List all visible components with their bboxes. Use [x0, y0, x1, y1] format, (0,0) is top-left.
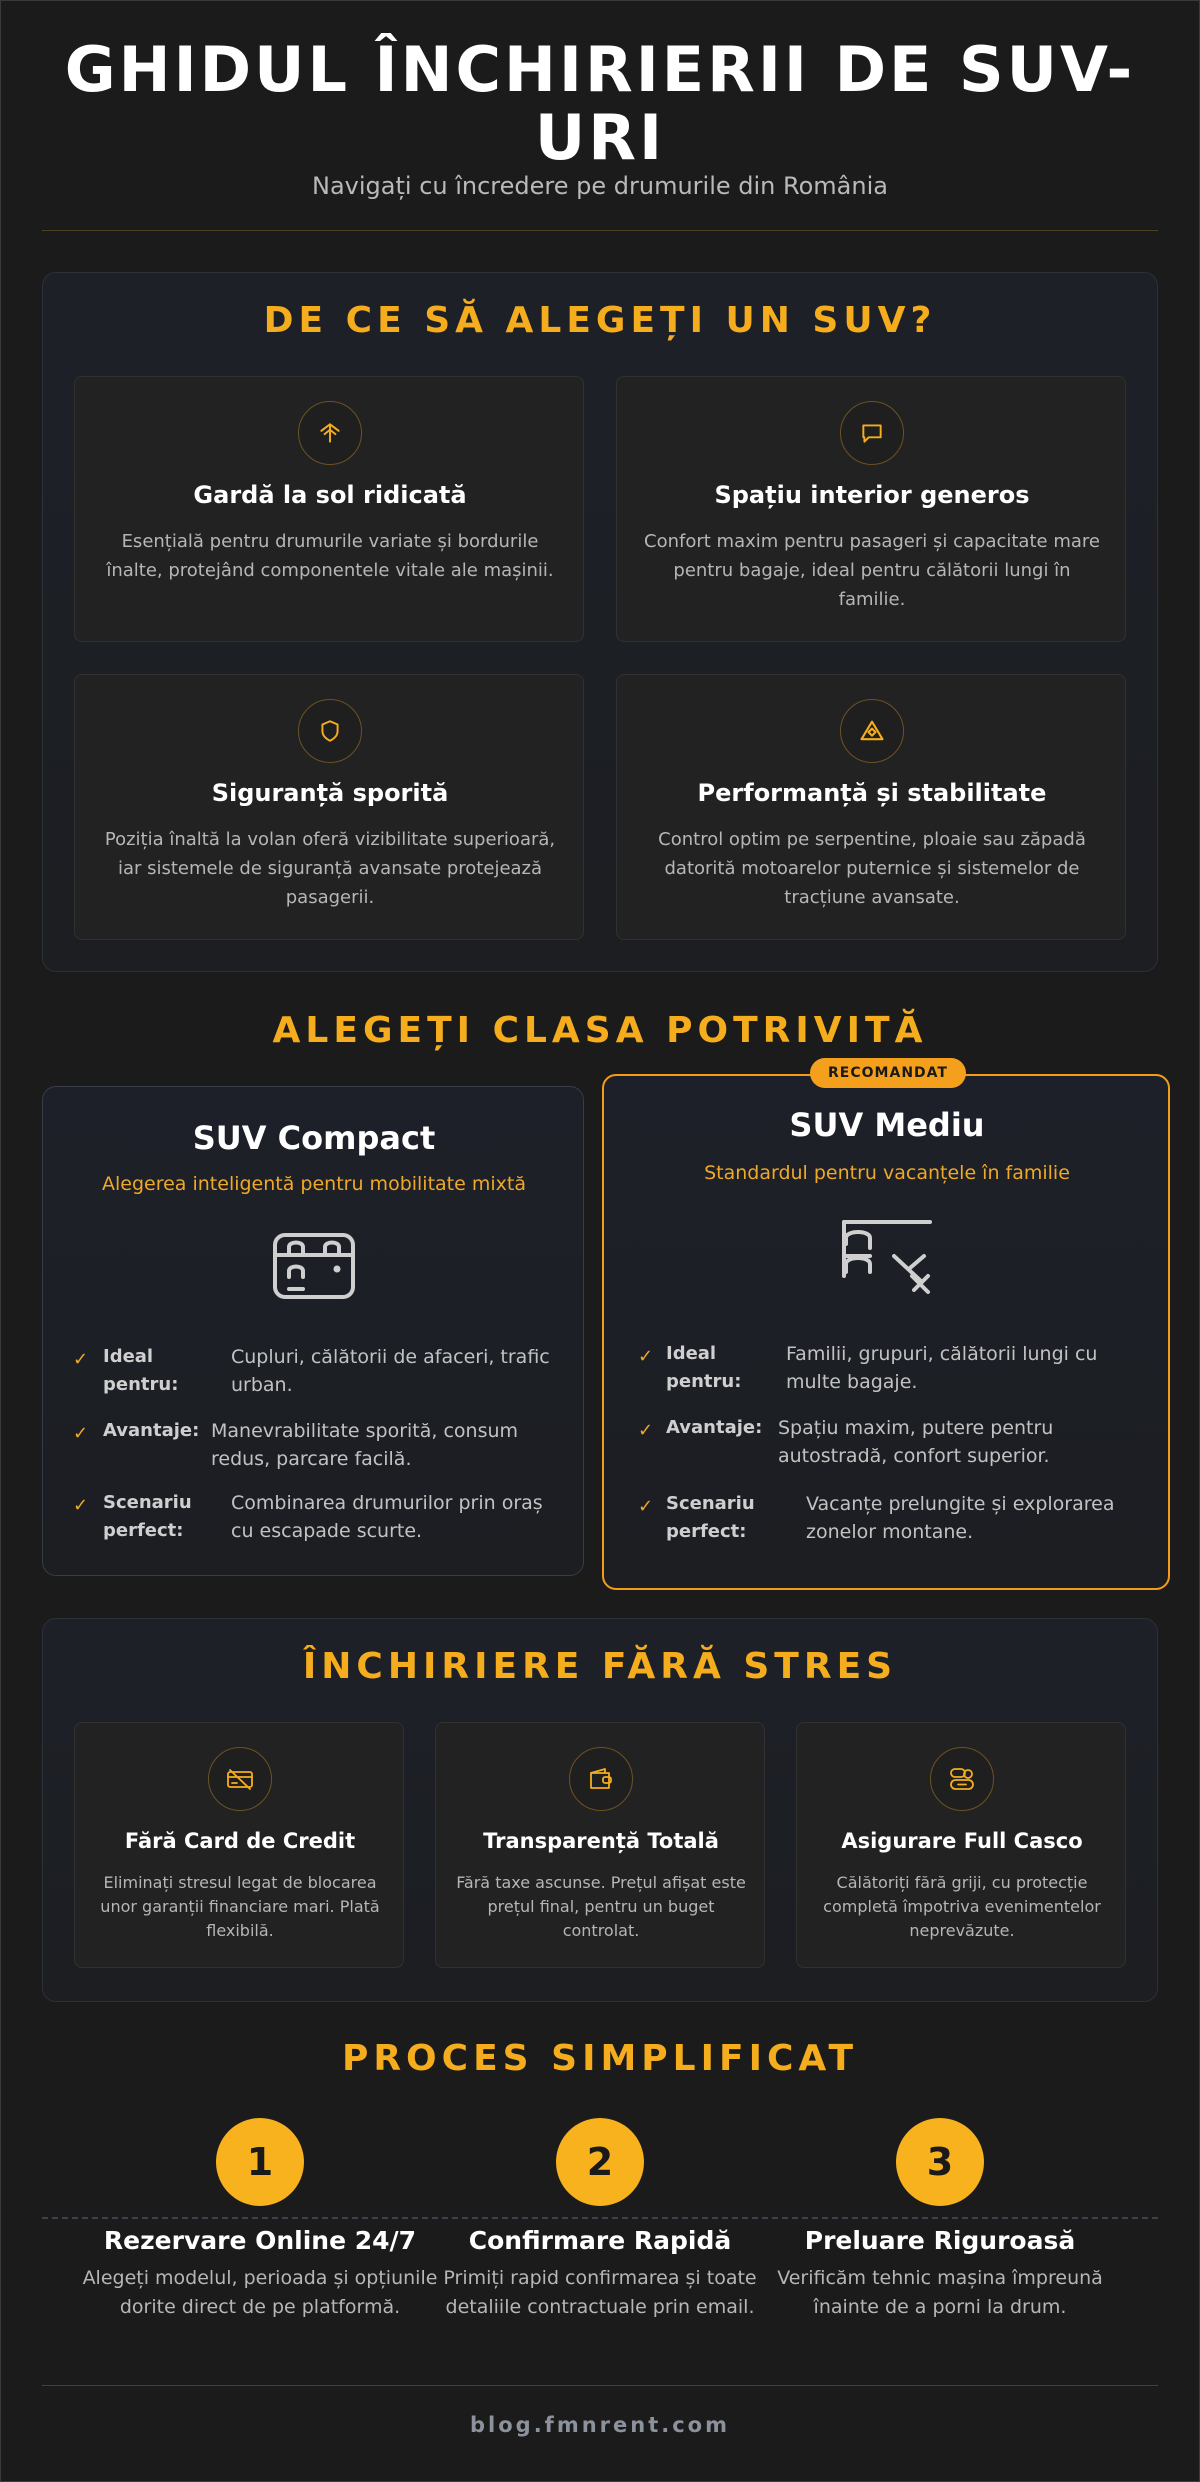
- feature-key: Avantaje:: [103, 1420, 200, 1441]
- header-divider: [42, 230, 1158, 231]
- check-icon: ✓: [73, 1495, 89, 1516]
- wallet-icon: [569, 1747, 633, 1811]
- why-card-title: Spațiu interior generos: [714, 481, 1030, 509]
- check-icon: ✓: [638, 1420, 654, 1441]
- check-icon: ✓: [638, 1496, 654, 1517]
- recommended-badge: RECOMANDAT: [810, 1058, 966, 1088]
- footer-divider: [42, 2385, 1158, 2386]
- step-text: Alegeți modelul, perioada și opțiunile dorite direct de pe platformă.: [82, 2267, 438, 2318]
- step-text: Verificăm tehnic mașina împreună înainte de a porni la drum.: [777, 2267, 1103, 2318]
- feature-key: Scenariu perfect:: [666, 1493, 755, 1542]
- mountain-icon: [840, 699, 904, 763]
- arrow-up-icon: [298, 401, 362, 465]
- feature-key: Ideal pentru:: [666, 1343, 742, 1392]
- why-card-performance: [616, 674, 1126, 940]
- service-title: Asigurare Full Casco: [841, 1829, 1083, 1853]
- page-title: GHIDUL ÎNCHIRIERII DE SUV-URI: [64, 33, 1136, 174]
- step-number: 1: [216, 2118, 304, 2206]
- feature-key: Avantaje:: [666, 1417, 763, 1438]
- service-title: Fără Card de Credit: [124, 1829, 356, 1853]
- services-title: ÎNCHIRIERE FĂRĂ STRES: [302, 1646, 898, 1687]
- feature-value: Manevrabilitate sporită, consum redus, parcare facilă.: [211, 1420, 519, 1470]
- class-card-medium[interactable]: [602, 1065, 1170, 1590]
- why-card-ground-clearance: [74, 376, 584, 642]
- feature-value: Combinarea drumurilor prin oraș cu escapade scurte.: [231, 1492, 543, 1542]
- process-timeline: [42, 2217, 1158, 2219]
- service-title: Transparență Totală: [483, 1829, 719, 1853]
- service-card-no-credit: [74, 1722, 404, 1968]
- luggage-icon: [269, 1225, 359, 1305]
- step-title: Rezervare Online 24/7: [103, 2226, 417, 2255]
- feature-value: Cupluri, călătorii de afaceri, trafic urban.: [231, 1346, 550, 1396]
- service-text: Eliminați stresul legat de blocarea unor garanții financiare mari. Plată flexibilă.: [100, 1873, 380, 1940]
- feature-key: Scenariu perfect:: [103, 1492, 192, 1541]
- why-card-safety: [74, 674, 584, 940]
- why-suv-title: DE CE SĂ ALEGEȚI UN SUV?: [263, 300, 937, 341]
- feature-value: Vacanțe prelungite și explorarea zonelor montane.: [806, 1493, 1115, 1543]
- why-card-title: Siguranță sporită: [211, 779, 449, 807]
- why-card-interior-space: [616, 376, 1126, 642]
- feature-value: Spațiu maxim, putere pentru autostradă, confort superior.: [778, 1417, 1054, 1467]
- class-card-compact[interactable]: [42, 1086, 584, 1576]
- step-number: 2: [556, 2118, 644, 2206]
- service-text: Călătoriți fără griji, cu protecție completă împotriva evenimentelor neprevăzute.: [823, 1873, 1101, 1940]
- why-card-title: Performanță și stabilitate: [697, 779, 1047, 807]
- service-card-transparency: [435, 1722, 765, 1968]
- classes-title: ALEGEȚI CLASA POTRIVITĂ: [272, 1010, 928, 1051]
- why-card-text: Poziția înaltă la volan oferă vizibilitate superioară, iar sistemele de siguranță avansate protejează pasagerii.: [104, 829, 556, 908]
- step-text: Primiți rapid confirmarea și toate detaliile contractuale prin email.: [443, 2267, 757, 2318]
- service-text: Fără taxe ascunse. Prețul afișat este prețul final, pentru un buget controlat.: [456, 1873, 746, 1940]
- feature-value: Familii, grupuri, călătorii lungi cu multe bagaje.: [786, 1343, 1098, 1393]
- step-number: 3: [896, 2118, 984, 2206]
- why-card-title: Gardă la sol ridicată: [193, 481, 467, 509]
- shield-icon: [298, 699, 362, 763]
- step-title: Preluare Riguroasă: [804, 2226, 1076, 2255]
- process-title: PROCES SIMPLIFICAT: [341, 2038, 859, 2079]
- check-icon: ✓: [73, 1349, 89, 1370]
- insurance-icon: [930, 1747, 994, 1811]
- family-car-icon: [840, 1216, 936, 1296]
- feature-key: Ideal pentru:: [103, 1346, 179, 1395]
- class-subtitle: Standardul pentru vacanțele în familie: [704, 1162, 1070, 1184]
- class-subtitle: Alegerea inteligentă pentru mobilitate mixtă: [102, 1173, 526, 1195]
- why-card-text: Esențială pentru drumurile variate și bordurile înalte, protejând componentele vitale ale mașinii.: [106, 531, 554, 581]
- chat-icon: [840, 401, 904, 465]
- why-card-text: Confort maxim pentru pasageri și capacitate mare pentru bagaje, ideal pentru călătorii lungi în familie.: [644, 531, 1100, 610]
- credit-card-icon: [208, 1747, 272, 1811]
- service-card-insurance: [796, 1722, 1126, 1968]
- why-card-text: Control optim pe serpentine, ploaie sau zăpadă datorită motoarelor puternice și sistemelor de tracțiune avansate.: [658, 829, 1086, 908]
- check-icon: ✓: [73, 1423, 89, 1444]
- footer-link[interactable]: blog.fmnrent.com: [470, 2413, 730, 2437]
- class-title: SUV Compact: [192, 1119, 436, 1157]
- check-icon: ✓: [638, 1346, 654, 1367]
- step-title: Confirmare Rapidă: [468, 2226, 732, 2255]
- class-title: SUV Mediu: [789, 1106, 985, 1144]
- page-subtitle: Navigați cu încredere pe drumurile din România: [312, 172, 888, 200]
